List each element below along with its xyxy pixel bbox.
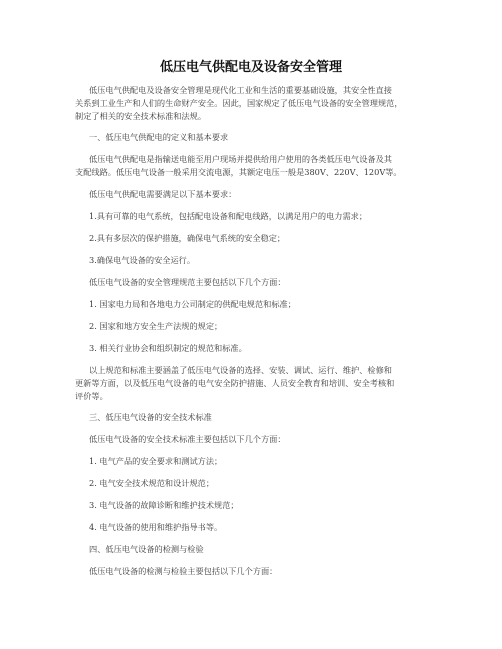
list-item	[89, 210, 449, 223]
text-line: 1. 国家电力局和各地电力公司制定的供配电规范和标准；	[89, 299, 296, 309]
text-line: 低压电气设备的安全管理规范主要包括以下几个方面：	[89, 277, 286, 287]
paragraph-norms-intro	[89, 276, 449, 289]
document-title: 低压电气供配电及设备安全管理	[159, 60, 342, 75]
text-line: 四、低压电气设备的检测与检验	[89, 544, 204, 554]
text-line: 4. 电气设备的使用和维护指导书等。	[89, 522, 223, 532]
text-line: 1. 电气产品的安全要求和测试方法；	[89, 456, 223, 466]
list-item	[89, 320, 449, 333]
section-heading-1	[89, 131, 449, 144]
text-line: 2.具有多层次的保护措施，确保电气系统的安全稳定；	[89, 233, 286, 243]
paragraph-norms-scope	[89, 364, 449, 377]
text-line: 3. 相关行业协会和组织制定的规范和标准。	[89, 343, 247, 353]
text-line: 以上规范和标准主要涵盖了低压电气设备的选择、安装、调试、运行、维护、检修和	[89, 365, 392, 375]
paragraph-definition	[89, 153, 449, 166]
list-item	[89, 342, 449, 355]
list-item	[89, 499, 449, 512]
paragraph-standards-intro	[89, 433, 449, 446]
text-line: 低压电气设备的安全技术标准主要包括以下几个方面：	[89, 434, 286, 444]
paragraph-intro	[89, 84, 449, 97]
text-line: 2. 电气安全技术规范和设计规范；	[89, 478, 215, 488]
text-line: 支配线路。低压电气设备一般采用交流电源，其额定电压一般是380V、220V、120V等。	[75, 167, 402, 177]
text-line: 更新等方面，以及低压电气设备的电气安全防护措施、人员安全教育和培训、安全考核和	[75, 378, 395, 388]
text-line: 低压电气供配电及设备安全管理是现代化工业和生活的重要基础设施，其安全性直接	[89, 85, 392, 95]
text-line: 3. 电气设备的故障诊断和维护技术规范；	[89, 500, 239, 510]
text-line: 关系到工业生产和人们的生命财产安全。因此，国家规定了低压电气设备的安全管理规范，	[75, 98, 403, 108]
text-line: 低压电气供配电需要满足以下基本要求：	[89, 189, 237, 199]
section-heading-3	[89, 411, 449, 424]
list-item	[89, 298, 449, 311]
text-line: 2. 国家和地方安全生产法规的规定；	[89, 321, 223, 331]
text-line: 低压电气供配电是指输送电能至用户现场并提供给用户使用的各类低压电气设备及其	[89, 154, 392, 164]
paragraph-inspection-intro	[89, 565, 449, 578]
text-line: 低压电气设备的检测与检验主要包括以下几个方面：	[89, 566, 278, 576]
text-line: 3.确保电气设备的安全运行。	[89, 255, 196, 265]
paragraph-definition-cont	[75, 166, 435, 179]
text-line: 制定了相关的安全技术标准和法规。	[75, 111, 207, 121]
text-line: 三、低压电气设备的安全技术标准	[89, 412, 212, 422]
list-item	[89, 232, 449, 245]
text-line: 一、低压电气供配电的定义和基本要求	[89, 132, 229, 142]
list-item	[89, 477, 449, 490]
paragraph-requirements-intro	[89, 188, 449, 201]
section-heading-4	[89, 543, 449, 556]
paragraph-norms-scope-cont	[75, 377, 435, 403]
list-item	[89, 521, 449, 534]
list-item	[89, 455, 449, 468]
paragraph-intro-cont	[75, 97, 435, 123]
list-item	[89, 254, 449, 267]
text-line: 评价等。	[75, 391, 108, 401]
text-line: 1.具有可靠的电气系统，包括配电设备和配电线路，以满足用户的电力需求；	[89, 211, 368, 221]
